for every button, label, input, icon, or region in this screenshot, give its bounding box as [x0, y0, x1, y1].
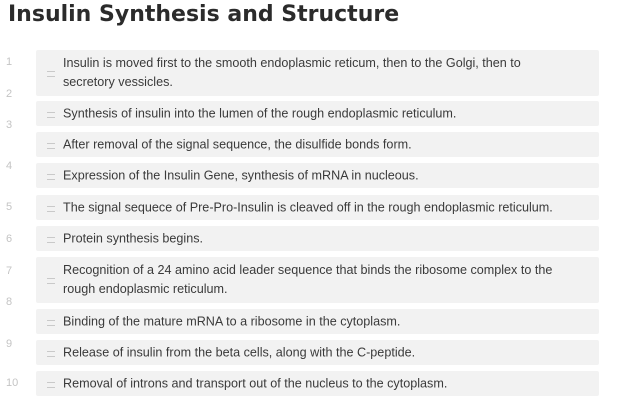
item-text: Binding of the mature mRNA to a ribosome in the cytoplasm. [63, 314, 401, 328]
slot-number-5: 5 [6, 201, 13, 213]
slot-number-8: 8 [6, 296, 13, 308]
drag-handle-icon[interactable] [47, 112, 55, 118]
drag-handle-icon[interactable] [47, 206, 55, 212]
drag-handle-icon[interactable] [47, 278, 55, 284]
item-text: Synthesis of insulin into the lumen of the rough endoplasmic reticulum. [63, 106, 457, 120]
drag-handle-icon[interactable] [47, 351, 55, 357]
sortable-item[interactable] [36, 195, 599, 220]
sortable-item[interactable] [36, 163, 599, 188]
sortable-item[interactable] [36, 226, 599, 251]
slot-number-6: 6 [6, 233, 13, 245]
sortable-item[interactable] [36, 309, 599, 334]
sortable-item[interactable] [36, 50, 599, 96]
drag-handle-icon[interactable] [47, 71, 55, 77]
slot-number-4: 4 [6, 160, 13, 172]
sortable-item[interactable] [36, 257, 599, 303]
page-title: Insulin Synthesis and Structure [8, 2, 400, 27]
slot-number-9: 9 [6, 338, 13, 350]
sortable-item[interactable] [36, 371, 599, 396]
item-text: Expression of the Insulin Gene, synthesis of mRNA in nucleous. [63, 168, 419, 182]
item-text: The signal sequece of Pre-Pro-Insulin is cleaved off in the rough endoplasmic reticulum. [63, 200, 553, 214]
sortable-item[interactable] [36, 101, 599, 126]
slot-number-2: 2 [6, 88, 13, 100]
drag-handle-icon[interactable] [47, 382, 55, 388]
item-text: After removal of the signal sequence, the disulfide bonds form. [63, 137, 412, 151]
sortable-item[interactable] [36, 340, 599, 365]
slot-number-10: 10 [6, 377, 19, 389]
item-text: Release of insulin from the beta cells, along with the C-peptide. [63, 345, 416, 359]
slot-number-7: 7 [6, 265, 13, 277]
item-text: Removal of introns and transport out of the nucleus to the cytoplasm. [63, 376, 448, 390]
slot-number-3: 3 [6, 119, 13, 131]
drag-handle-icon[interactable] [47, 174, 55, 180]
drag-handle-icon[interactable] [47, 320, 55, 326]
item-text: Protein synthesis begins. [63, 231, 204, 245]
slot-number-1: 1 [6, 56, 13, 68]
drag-handle-icon[interactable] [47, 143, 55, 149]
item-text: Recognition of a 24 amino acid leader sequence that binds the ribosome complex to the rough endoplasmic reticulum. [63, 263, 553, 296]
drag-handle-icon[interactable] [47, 237, 55, 243]
item-text: Insulin is moved first to the smooth endoplasmic reticum, then to the Golgi, then to secretory vessicles. [63, 56, 521, 89]
sortable-item[interactable] [36, 132, 599, 157]
